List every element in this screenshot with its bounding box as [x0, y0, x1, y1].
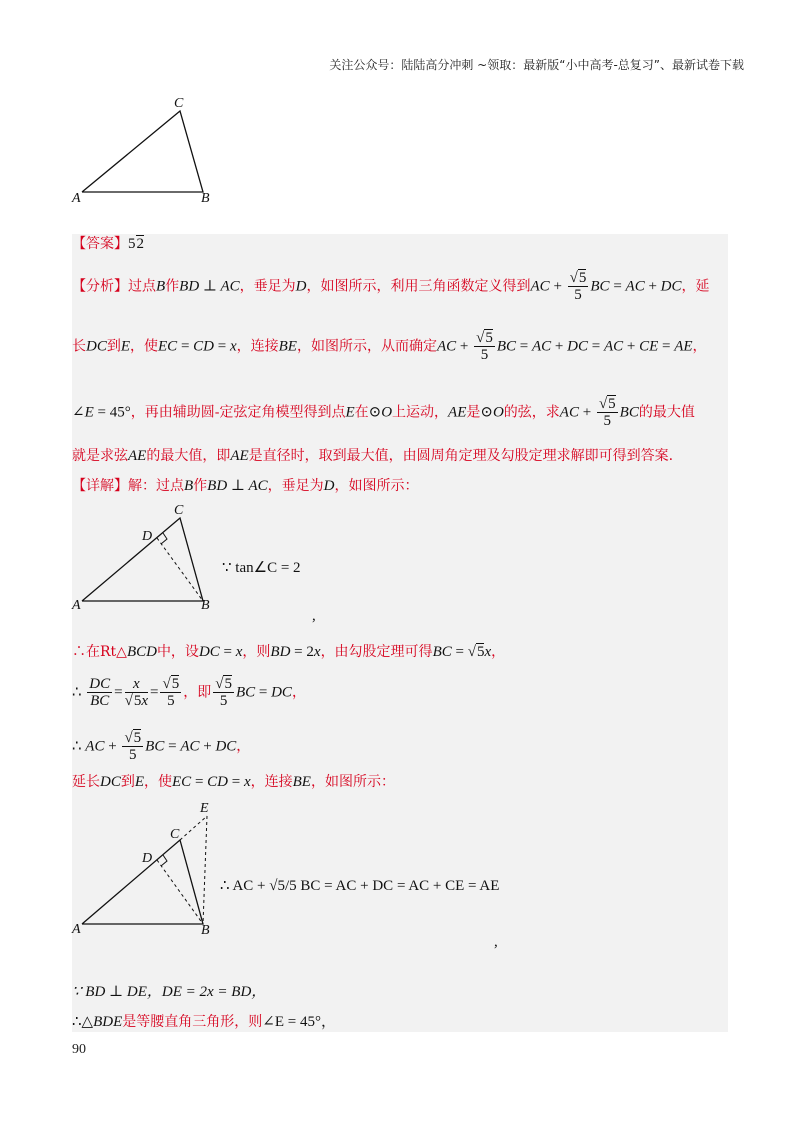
detail-line-7: ∴△BDE是等腰直角三角形，则∠E = 45°，: [72, 1014, 336, 1030]
detail-line-6: ∵ BD ⊥ DE，DE = 2x = BD，: [72, 984, 267, 1000]
label-b: B: [201, 923, 210, 938]
trailing-comma: ,: [312, 608, 316, 624]
detail-line-3: ∴ $\frac{DC}{BC}$ = $\frac{x}{√5x}$ = $\frac{√5}{5}$ ，即 $\frac{√5}{5}$ BC = DC，: [72, 676, 306, 709]
label-d: D: [142, 529, 153, 544]
label-d: D: [142, 851, 153, 866]
label-a: A: [72, 191, 81, 206]
label-e: E: [200, 801, 209, 816]
detail-line-5: 延长DC到E，使EC = CD = x，连接BE，如图所示：: [72, 774, 395, 790]
answer-line: [72, 234, 144, 254]
triangle-figure-1: [70, 95, 220, 210]
tan-note: ∵ tan∠C = 2: [222, 560, 301, 576]
detail-line-1: 【详解】解：过点B作BD ⊥ AC，垂足为D，如图所示：: [72, 478, 419, 494]
trailing-comma-2: ,: [494, 934, 498, 950]
detail-tag: 【详解】: [72, 478, 128, 494]
triangle-figure-2: [70, 498, 220, 613]
analysis-line-3: ∠E = 45°，再由辅助圆-定弦定角模型得到点E在⊙O上运动，AE是⊙O的弦，求AC + $\frac{√5}{5}$ BC的最大值: [72, 396, 695, 429]
answer-value: 52: [128, 236, 144, 252]
analysis-tag: 【分析】: [72, 278, 128, 295]
figure-3-note: ∴ AC + √5/5 BC = AC + DC = AC + CE = AE: [220, 878, 500, 894]
detail-line-4: ∴ AC + $\frac{√5}{5}$ BC = AC + DC，: [72, 730, 251, 763]
label-a: A: [72, 922, 81, 937]
label-c: C: [174, 96, 184, 111]
analysis-line-4: 就是求弦AE的最大值，即AE是直径时，取到最大值，由圆周角定理及勾股定理求解即可得到答案.: [72, 448, 674, 464]
detail-line-2: ∴在Rt△BCD中，设DC = x，则BD = 2x，由勾股定理可得BC = √5x，: [72, 644, 506, 660]
answer-tag: 【答案】: [72, 236, 128, 252]
label-b: B: [201, 598, 210, 613]
label-a: A: [72, 598, 81, 613]
label-c: C: [170, 827, 180, 842]
page-header: 关注公众号：陆陆高分冲刺 ~领取：最新版“小中高考-总复习”、最新试卷下载: [329, 58, 744, 72]
triangle-figure-3: [70, 798, 220, 938]
analysis-line-1: 【分析】过点B作BD ⊥ AC，垂足为D，如图所示，利用三角函数定义得到AC + $\frac{√5}{5}$ BC = AC + DC，延: [72, 270, 710, 303]
analysis-line-2: 长DC到E，使EC = CD = x，连接BE，如图所示，从而确定AC + $\frac{√5}{5}$ BC = AC + DC = AC + CE = AE，: [72, 330, 707, 363]
label-b: B: [201, 191, 210, 206]
label-c: C: [174, 503, 184, 518]
page-number: 90: [72, 1042, 86, 1057]
